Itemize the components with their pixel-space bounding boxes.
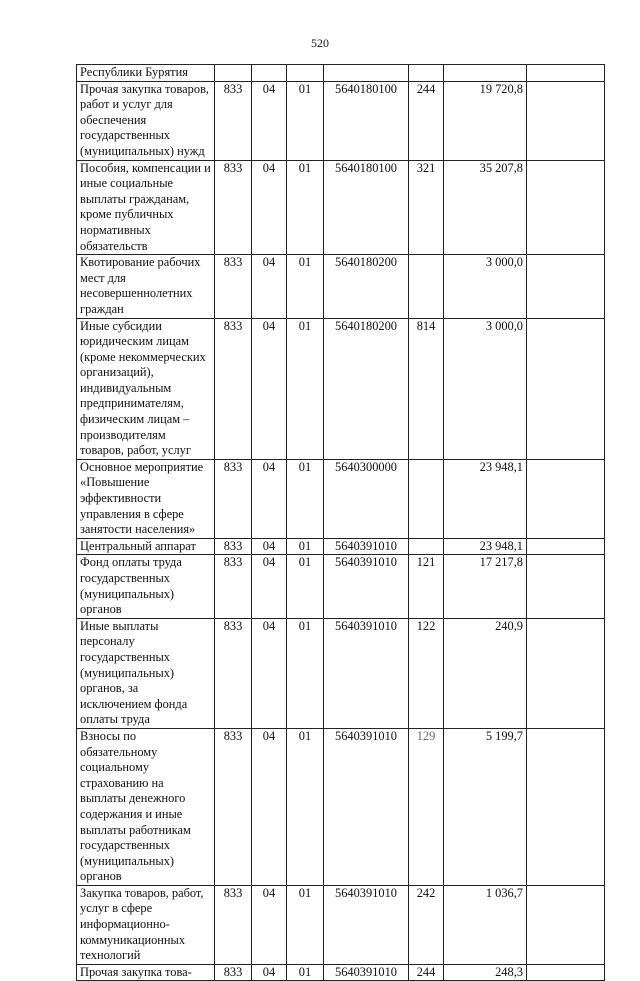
cell-pr: 01 [287, 885, 324, 964]
cell-sum: 19 720,8 [444, 81, 527, 160]
cell-name: Прочая закупка това- [77, 964, 215, 981]
cell-pr: 01 [287, 538, 324, 555]
cell-pr [287, 65, 324, 82]
cell-csr: 5640180100 [324, 160, 409, 255]
cell-sum: 17 217,8 [444, 555, 527, 618]
cell-name: Пособия, компенсации и иные социальные выплаты гражданам, кроме публичных нормативных обязательств [77, 160, 215, 255]
cell-sum: 1 036,7 [444, 885, 527, 964]
cell-name: Закупка товаров, работ, услуг в сфере информационно-коммуникационных технологий [77, 885, 215, 964]
cell-rz [252, 65, 287, 82]
cell-pr: 01 [287, 160, 324, 255]
cell-name: Иные субсидии юридическим лицам (кроме некоммерческих организаций), индивидуальным предпринимателям, физическим лицам – производителям товаров, работ, услуг [77, 318, 215, 459]
cell-ved: 833 [215, 160, 252, 255]
cell-csr: 5640300000 [324, 459, 409, 538]
cell-csr: 5640180200 [324, 255, 409, 318]
table-row [77, 65, 605, 82]
budget-table [76, 64, 605, 981]
cell-ved: 833 [215, 318, 252, 459]
cell-sum: 248,3 [444, 964, 527, 981]
cell-csr: 5640391010 [324, 885, 409, 964]
cell-csr [324, 65, 409, 82]
cell-ved: 833 [215, 81, 252, 160]
cell-pr: 01 [287, 318, 324, 459]
table-row [77, 555, 605, 618]
cell-pr: 01 [287, 964, 324, 981]
cell-sum: 3 000,0 [444, 318, 527, 459]
cell-rz: 04 [252, 459, 287, 538]
cell-pr: 01 [287, 728, 324, 885]
cell-rz: 04 [252, 555, 287, 618]
table-row [77, 318, 605, 459]
cell-extra [527, 160, 605, 255]
cell-ved: 833 [215, 964, 252, 981]
cell-name: Взносы по обязательному социальному страхованию на выплаты денежного содержания и иные выплаты работникам государственных (муниципальных) органов [77, 728, 215, 885]
cell-name: Квотирование рабочих мест для несовершеннолетних граждан [77, 255, 215, 318]
cell-csr: 5640391010 [324, 618, 409, 728]
cell-extra [527, 459, 605, 538]
cell-extra [527, 255, 605, 318]
cell-csr: 5640180100 [324, 81, 409, 160]
cell-name: Иные выплаты персоналу государственных (муниципальных) органов, за исключением фонда оплаты труда [77, 618, 215, 728]
table-row [77, 728, 605, 885]
cell-vr [409, 65, 444, 82]
table-row [77, 964, 605, 981]
cell-name: Прочая закупка товаров, работ и услуг для обеспечения государственных (муниципальных) нужд [77, 81, 215, 160]
cell-vr: 321 [409, 160, 444, 255]
cell-name: Центральный аппарат [77, 538, 215, 555]
cell-ved: 833 [215, 618, 252, 728]
cell-pr: 01 [287, 459, 324, 538]
cell-rz: 04 [252, 255, 287, 318]
cell-rz: 04 [252, 964, 287, 981]
cell-extra [527, 65, 605, 82]
table-row [77, 538, 605, 555]
cell-pr: 01 [287, 255, 324, 318]
cell-rz: 04 [252, 160, 287, 255]
cell-csr: 5640391010 [324, 555, 409, 618]
cell-sum: 35 207,8 [444, 160, 527, 255]
cell-ved: 833 [215, 885, 252, 964]
cell-extra [527, 618, 605, 728]
cell-rz: 04 [252, 538, 287, 555]
cell-extra [527, 81, 605, 160]
cell-vr: 121 [409, 555, 444, 618]
cell-ved: 833 [215, 555, 252, 618]
cell-csr: 5640180200 [324, 318, 409, 459]
cell-sum: 240,9 [444, 618, 527, 728]
cell-extra [527, 964, 605, 981]
table-row [77, 255, 605, 318]
cell-vr: 244 [409, 964, 444, 981]
table-row [77, 160, 605, 255]
cell-extra [527, 555, 605, 618]
cell-sum: 5 199,7 [444, 728, 527, 885]
cell-csr: 5640391010 [324, 964, 409, 981]
cell-vr [409, 459, 444, 538]
cell-ved [215, 65, 252, 82]
cell-extra [527, 318, 605, 459]
cell-rz: 04 [252, 318, 287, 459]
cell-sum: 23 948,1 [444, 459, 527, 538]
cell-rz: 04 [252, 885, 287, 964]
cell-vr: 122 [409, 618, 444, 728]
table-row [77, 885, 605, 964]
cell-ved: 833 [215, 255, 252, 318]
cell-csr: 5640391010 [324, 728, 409, 885]
cell-sum: 3 000,0 [444, 255, 527, 318]
cell-ved: 833 [215, 538, 252, 555]
cell-rz: 04 [252, 728, 287, 885]
cell-pr: 01 [287, 81, 324, 160]
table-row [77, 459, 605, 538]
cell-vr: 244 [409, 81, 444, 160]
cell-sum [444, 65, 527, 82]
cell-vr [409, 255, 444, 318]
cell-ved: 833 [215, 459, 252, 538]
cell-extra [527, 538, 605, 555]
cell-vr: 242 [409, 885, 444, 964]
cell-rz: 04 [252, 81, 287, 160]
cell-vr: 129 [409, 728, 444, 885]
cell-extra [527, 728, 605, 885]
cell-rz: 04 [252, 618, 287, 728]
cell-extra [527, 885, 605, 964]
cell-vr: 814 [409, 318, 444, 459]
cell-vr [409, 538, 444, 555]
table-row [77, 81, 605, 160]
cell-sum: 23 948,1 [444, 538, 527, 555]
page-number: 520 [311, 36, 329, 50]
cell-csr: 5640391010 [324, 538, 409, 555]
cell-name: Фонд оплаты труда государственных (муниципальных) органов [77, 555, 215, 618]
cell-pr: 01 [287, 618, 324, 728]
cell-pr: 01 [287, 555, 324, 618]
cell-ved: 833 [215, 728, 252, 885]
table-row [77, 618, 605, 728]
cell-name: Республики Бурятия [77, 65, 215, 82]
cell-name: Основное мероприятие «Повышение эффективности управления в сфере занятости населения» [77, 459, 215, 538]
